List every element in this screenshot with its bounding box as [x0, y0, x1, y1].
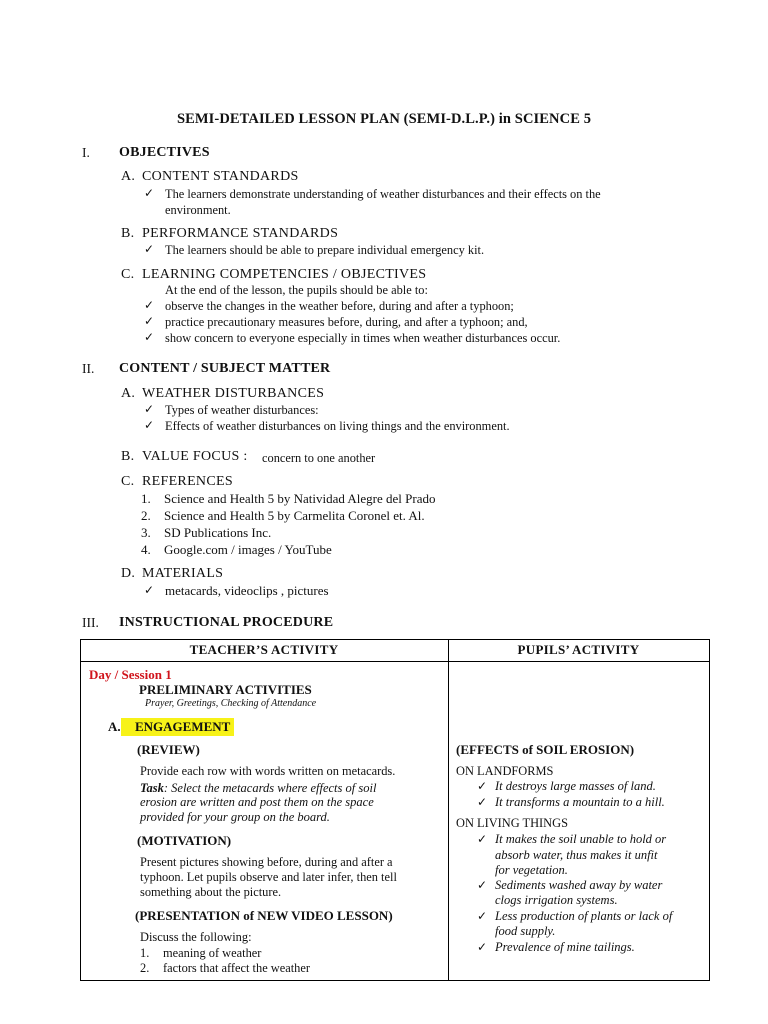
competency-item: observe the changes in the weather before, during and after a typhoon; [165, 299, 514, 313]
preliminary-activities-heading: PRELIMINARY ACTIVITIES [139, 682, 312, 697]
subsection-performance-standards: PERFORMANCE STANDARDS [142, 226, 339, 241]
content-standard-text: The learners demonstrate understanding of weather disturbances and their effects on the [165, 187, 601, 201]
check-icon: ✓ [144, 186, 155, 200]
motivation-text: Present pictures showing before, during and after a [140, 855, 393, 869]
living-item: Prevalence of mine tailings. [495, 940, 635, 954]
subsection-letter: A. [121, 386, 136, 401]
motivation-text: typhoon. Let pupils observe and later infer, then tell [140, 870, 397, 884]
check-icon: ✓ [477, 832, 488, 846]
section-numeral: I. [82, 145, 90, 160]
review-text: Provide each row with words written on metacards. [140, 764, 396, 778]
competencies-intro: At the end of the lesson, the pupils should be able to: [165, 283, 428, 297]
section-numeral: II. [82, 361, 95, 376]
subsection-learning-competencies: LEARNING COMPETENCIES / OBJECTIVES [142, 267, 427, 282]
competency-item: practice precautionary measures before, during, and after a typhoon; and, [165, 315, 528, 329]
review-heading: (REVIEW) [137, 742, 200, 757]
section-heading-objectives: OBJECTIVES [119, 145, 210, 160]
column-divider [448, 639, 449, 980]
discuss-intro: Discuss the following: [140, 930, 252, 944]
discuss-number: 2. [140, 961, 150, 975]
motivation-heading: (MOTIVATION) [137, 833, 232, 848]
subsection-letter: D. [121, 566, 136, 581]
subsection-letter: B. [121, 449, 135, 464]
living-item-cont: clogs irrigation systems. [495, 893, 618, 907]
task-line: erosion are written and post them on the space [140, 795, 374, 809]
subsection-letter: C. [121, 474, 135, 489]
task-line: : Select the metacards where effects of soil [163, 781, 377, 795]
check-icon: ✓ [144, 330, 155, 344]
subsection-weather-disturbances: WEATHER DISTURBANCES [142, 386, 325, 401]
value-focus-text: concern to one another [262, 451, 376, 465]
check-icon: ✓ [477, 795, 488, 809]
check-icon: ✓ [144, 418, 155, 432]
reference-number: 4. [141, 542, 151, 557]
subsection-letter: C. [121, 267, 135, 282]
check-icon: ✓ [144, 298, 155, 312]
pupils-heading: (EFFECTS of SOIL EROSION) [456, 742, 635, 757]
content-standard-text-cont: environment. [165, 203, 231, 217]
living-things-heading: ON LIVING THINGS [456, 816, 568, 830]
day-session-label: Day / Session 1 [89, 667, 172, 682]
living-item: Less production of plants or lack of [495, 909, 673, 923]
reference-item: Science and Health 5 by Natividad Alegre del Prado [164, 491, 436, 506]
check-icon: ✓ [477, 878, 488, 892]
subsection-content-standards: CONTENT STANDARDS [142, 169, 299, 184]
check-icon: ✓ [144, 242, 155, 256]
task-label: Task [140, 781, 164, 795]
performance-standard-text: The learners should be able to prepare individual emergency kit. [165, 243, 485, 257]
motivation-text: something about the picture. [140, 885, 282, 899]
living-item-cont: for vegetation. [495, 863, 568, 877]
subsection-value-focus: VALUE FOCUS : [142, 449, 248, 464]
living-item-cont: food supply. [495, 924, 556, 938]
reference-number: 3. [141, 525, 151, 540]
presentation-heading: (PRESENTATION of NEW VIDEO LESSON) [135, 908, 393, 923]
column-header-teacher: TEACHER’S ACTIVITY [189, 642, 339, 657]
living-item: Sediments washed away by water [495, 878, 663, 892]
discuss-item: factors that affect the weather [163, 961, 310, 975]
section-numeral: III. [82, 615, 99, 630]
subsection-letter: A. [121, 169, 136, 184]
materials-item: metacards, videoclips , pictures [165, 583, 329, 598]
subsection-materials: MATERIALS [142, 566, 224, 581]
living-item: It makes the soil unable to hold or [495, 832, 667, 846]
subsection-references: REFERENCES [142, 474, 233, 489]
subsection-letter: B. [121, 226, 135, 241]
discuss-item: meaning of weather [163, 946, 262, 960]
engagement-heading: ENGAGEMENT [121, 718, 234, 736]
landforms-item: It transforms a mountain to a hill. [495, 795, 665, 809]
check-icon: ✓ [477, 909, 488, 923]
reference-number: 1. [141, 491, 151, 506]
document-title: SEMI-DETAILED LESSON PLAN (SEMI-D.L.P.) in SCIENCE 5 [176, 111, 592, 127]
preliminary-activities-note: Prayer, Greetings, Checking of Attendance [145, 698, 317, 709]
task-line: provided for your group on the board. [140, 810, 330, 824]
competency-item: show concern to everyone especially in times when weather disturbances occur. [165, 331, 561, 345]
section-heading-content: CONTENT / SUBJECT MATTER [119, 361, 331, 376]
landforms-item: It destroys large masses of land. [495, 779, 656, 793]
reference-item: SD Publications Inc. [164, 525, 272, 540]
check-icon: ✓ [477, 779, 488, 793]
weather-item: Effects of weather disturbances on living things and the environment. [165, 419, 510, 433]
check-icon: ✓ [144, 314, 155, 328]
engagement-letter: A. [108, 719, 121, 734]
weather-item: Types of weather disturbances: [165, 403, 319, 417]
section-heading-procedure: INSTRUCTIONAL PROCEDURE [119, 615, 334, 630]
check-icon: ✓ [477, 940, 488, 954]
reference-item: Google.com / images / YouTube [164, 542, 332, 557]
reference-item: Science and Health 5 by Carmelita Coronel et. Al. [164, 508, 425, 523]
discuss-number: 1. [140, 946, 150, 960]
column-header-pupils: PUPILS’ ACTIVITY [517, 642, 640, 657]
landforms-heading: ON LANDFORMS [456, 764, 554, 778]
reference-number: 2. [141, 508, 151, 523]
check-icon: ✓ [144, 402, 155, 416]
living-item-cont: absorb water, thus makes it unfit [495, 848, 658, 862]
check-icon: ✓ [144, 583, 155, 597]
